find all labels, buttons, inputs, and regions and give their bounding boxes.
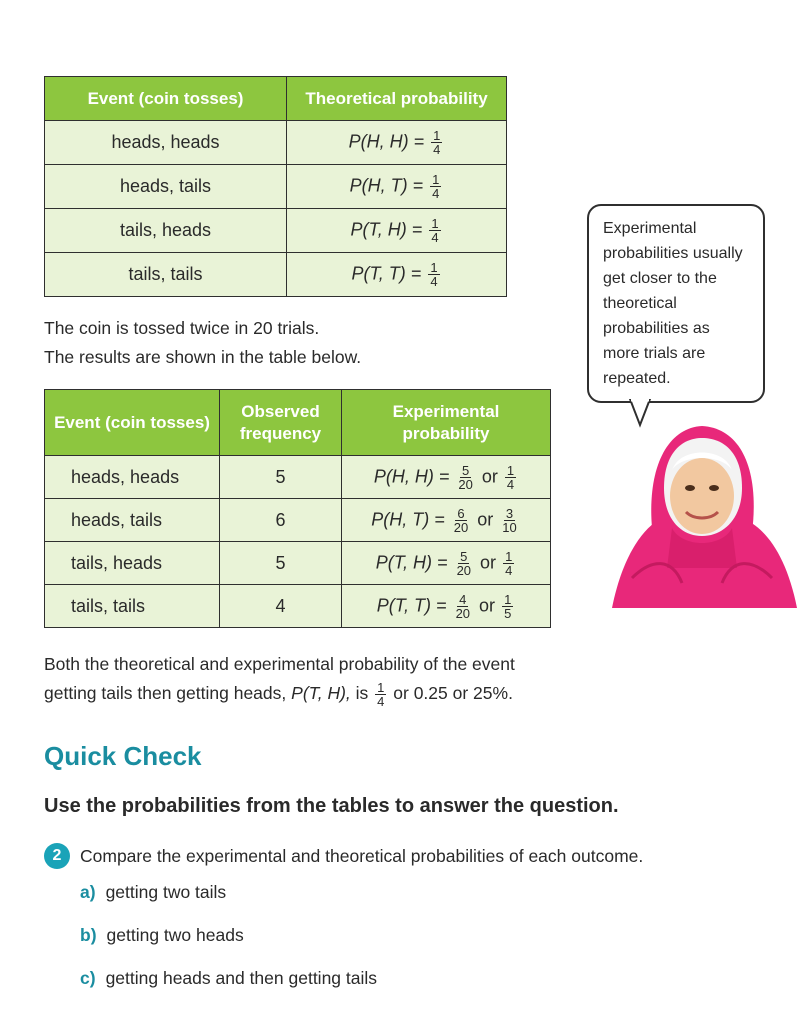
numerator: 5 <box>460 548 468 564</box>
probability-expression: P(T, T) = <box>376 594 447 615</box>
part-label: b) <box>80 925 97 945</box>
fraction <box>375 681 386 708</box>
probability-cell <box>342 542 551 585</box>
conclusion-is: is <box>355 683 369 703</box>
or-text: or <box>480 551 497 572</box>
question-part-b <box>80 925 244 946</box>
conclusion-line-1: Both the theoretical and experimental probability of the event <box>44 654 515 674</box>
table2-header-frequency: Observed frequency <box>220 390 342 456</box>
event-cell: heads, tails <box>45 499 220 542</box>
probability-cell <box>287 121 507 165</box>
probability-expression: P(H, T) = <box>371 508 445 529</box>
conclusion-line-2-end: or 0.25 or 25%. <box>393 683 513 703</box>
fraction <box>454 593 472 620</box>
question-part-c <box>80 968 377 989</box>
table-row <box>45 253 507 297</box>
denominator: 5 <box>504 605 512 621</box>
fraction <box>452 507 470 534</box>
simplified-fraction <box>500 507 518 534</box>
student-illustration <box>602 408 802 608</box>
event-cell: heads, tails <box>45 165 287 209</box>
table1-header-event: Event (coin tosses) <box>45 77 287 121</box>
probability-cell <box>342 499 551 542</box>
fraction <box>428 261 439 288</box>
question-part-a <box>80 882 226 903</box>
part-text: getting two tails <box>105 882 227 902</box>
numerator: 1 <box>504 591 512 607</box>
denominator: 4 <box>432 186 440 201</box>
probability-expression: P(T, T) = <box>351 263 422 284</box>
conclusion-expression: P(T, H), <box>291 683 351 703</box>
event-cell: heads, heads <box>45 456 220 499</box>
table2-header-experimental: Experimental probability <box>342 390 551 456</box>
intro-text <box>44 314 361 372</box>
conclusion-line-2 <box>44 679 604 708</box>
frequency-cell: 5 <box>220 542 342 585</box>
denominator: 4 <box>506 476 515 492</box>
probability-cell <box>287 165 507 209</box>
frequency-cell: 5 <box>220 456 342 499</box>
probability-cell <box>342 456 551 499</box>
table2-header-event: Event (coin tosses) <box>45 390 220 456</box>
simplified-fraction <box>503 550 514 577</box>
table-row <box>45 209 507 253</box>
event-cell: tails, heads <box>45 542 220 585</box>
part-text: getting heads and then getting tails <box>105 968 378 988</box>
probability-expression: P(H, T) = <box>349 175 424 196</box>
probability-expression: P(T, H) = <box>375 551 448 572</box>
frequency-cell: 4 <box>220 585 342 628</box>
denominator: 20 <box>455 605 471 621</box>
fraction <box>456 464 474 491</box>
denominator: 4 <box>431 230 439 245</box>
theoretical-probability-table <box>44 76 507 297</box>
event-cell: heads, heads <box>45 121 287 165</box>
or-text: or <box>479 594 496 615</box>
fraction <box>430 173 441 200</box>
numerator: 3 <box>505 505 514 521</box>
table-row <box>45 499 551 542</box>
simplified-fraction <box>505 464 516 491</box>
denominator: 4 <box>505 562 513 578</box>
or-text: or <box>477 508 494 529</box>
part-label: c) <box>80 968 96 988</box>
table-row <box>45 585 551 628</box>
numerator: 1 <box>377 679 385 695</box>
question-number-badge: 2 <box>44 843 70 869</box>
part-label: a) <box>80 882 96 902</box>
intro-line-2: The results are shown in the table below. <box>44 347 362 367</box>
simplified-fraction <box>502 593 513 620</box>
numerator: 1 <box>506 462 515 478</box>
denominator: 10 <box>502 519 517 535</box>
experimental-probability-table <box>44 389 551 628</box>
speech-bubble <box>587 204 765 403</box>
conclusion-text <box>44 650 604 708</box>
probability-expression: P(H, H) = <box>348 131 425 152</box>
fraction <box>431 129 442 156</box>
intro-line-1: The coin is tossed twice in 20 trials. <box>44 318 320 338</box>
numerator: 6 <box>457 505 465 521</box>
table-row <box>45 121 507 165</box>
or-text: or <box>481 465 498 486</box>
probability-cell <box>287 209 507 253</box>
numerator: 1 <box>432 172 440 187</box>
probability-expression: P(T, H) = <box>350 219 423 240</box>
numerator: 1 <box>431 216 439 231</box>
frequency-cell: 6 <box>220 499 342 542</box>
probability-cell <box>287 253 507 297</box>
speech-bubble-text: Experimental probabilities usually get closer to the theoretical probabilities as more trials are repeated. <box>603 220 743 387</box>
denominator: 4 <box>377 693 385 709</box>
denominator: 20 <box>453 519 469 535</box>
conclusion-line-2-start: getting tails then getting heads, <box>44 683 287 703</box>
table-row <box>45 542 551 585</box>
denominator: 20 <box>458 476 473 492</box>
question-text: Compare the experimental and theoretical probabilities of each outcome. <box>80 845 644 866</box>
part-text: getting two heads <box>106 925 244 945</box>
fraction <box>455 550 473 577</box>
denominator: 4 <box>430 274 438 289</box>
denominator: 4 <box>433 142 441 157</box>
denominator: 20 <box>456 562 472 578</box>
event-cell: tails, tails <box>45 585 220 628</box>
fraction <box>429 217 440 244</box>
table1-header-theoretical: Theoretical probability <box>287 77 507 121</box>
numerator: 4 <box>459 591 467 607</box>
table-row <box>45 165 507 209</box>
numerator: 1 <box>430 260 438 275</box>
question-2 <box>44 843 643 869</box>
numerator: 1 <box>433 128 441 143</box>
quick-check-heading: Quick Check <box>44 741 202 771</box>
event-cell: tails, tails <box>45 253 287 297</box>
probability-cell <box>342 585 551 628</box>
event-cell: tails, heads <box>45 209 287 253</box>
quick-check-instruction: Use the probabilities from the tables to answer the question. <box>44 795 619 817</box>
numerator: 1 <box>505 548 513 564</box>
table-row <box>45 456 551 499</box>
numerator: 5 <box>462 462 470 478</box>
probability-expression: P(H, H) = <box>373 465 450 486</box>
